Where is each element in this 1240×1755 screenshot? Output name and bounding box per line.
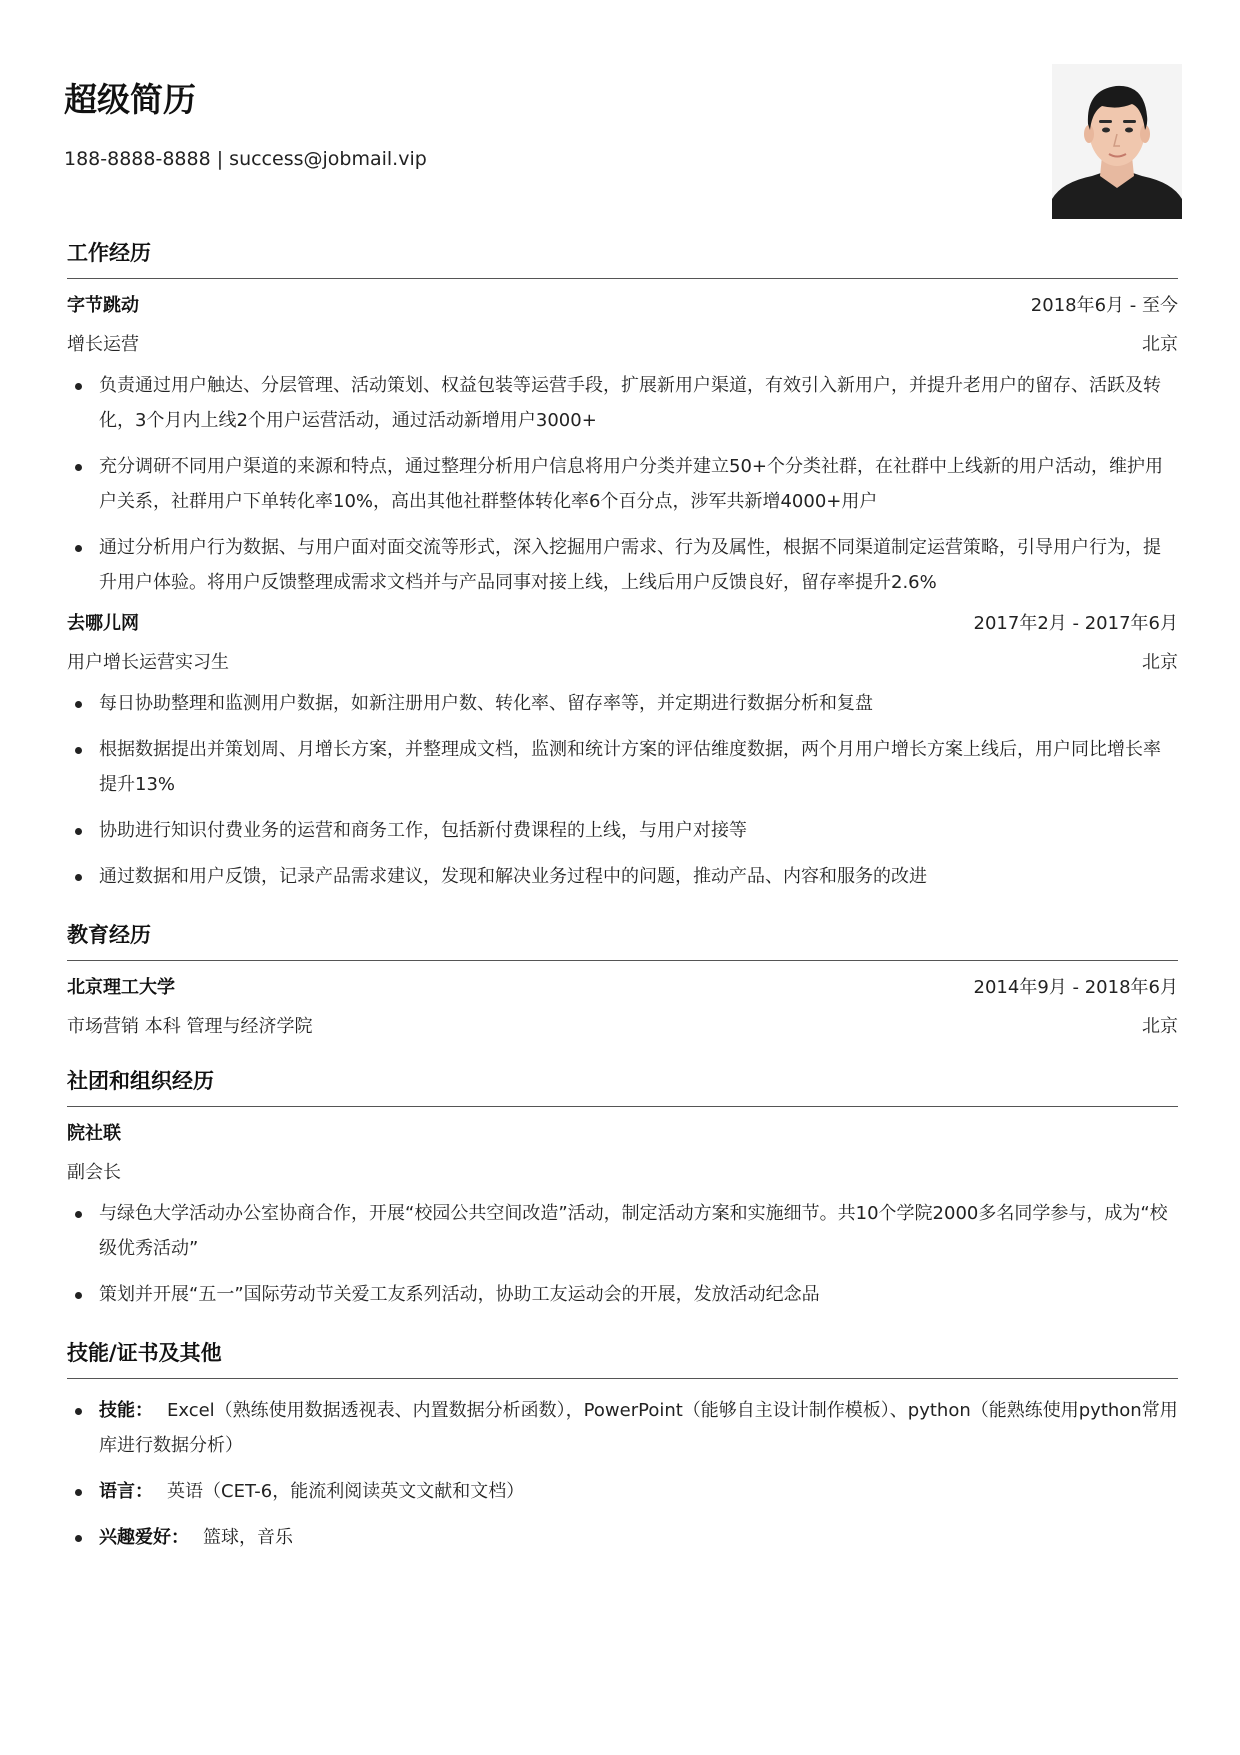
section-title-skills: 技能/证书及其他: [67, 1338, 1178, 1379]
club-role: 副会长: [67, 1162, 121, 1183]
skill-value: Excel（熟练使用数据透视表、内置数据分析函数），PowerPoint（能够自主设计制作模板）、python（能熟练使用python常用库进行数据分析）: [99, 1400, 1178, 1456]
bullet-item: 通过分析用户行为数据、与用户面对面交流等形式，深入挖掘用户需求、行为及属性，根据不同渠道制定运营策略，引导用户行为，提升用户体验。将用户反馈整理成需求文档并与产品同事对接上线，上线后用户反馈良好，留存率提升2.6%: [67, 530, 1178, 600]
resume-content: [67, 238, 1178, 1566]
work-org: 字节跳动: [67, 295, 139, 316]
work-org: 去哪儿网: [67, 613, 139, 634]
bullet-item: 根据数据提出并策划周、月增长方案，并整理成文档，监测和统计方案的评估维度数据，两个月用户增长方案上线后，用户同比增长率提升13%: [67, 732, 1178, 802]
skill-item: [67, 1520, 1178, 1555]
work-entry-2: [67, 611, 1178, 894]
hobby-label: 兴趣爱好：: [99, 1527, 189, 1548]
club-entry: [67, 1121, 1178, 1312]
work-date: 2018年6月 - 至今: [1030, 295, 1178, 316]
hobby-value: 篮球，音乐: [203, 1527, 293, 1548]
bullet-item: 充分调研不同用户渠道的来源和特点，通过整理分析用户信息将用户分类并建立50+个分类社群，在社群中上线新的用户活动，维护用户关系，社群用户下单转化率10%，高出其他社群整体转化率6个百分点，涉军共新增4000+用户: [67, 449, 1178, 519]
resume-header: [64, 78, 427, 172]
club-bullets: [67, 1196, 1178, 1312]
work-role: 用户增长运营实习生: [67, 652, 229, 673]
work-role: 增长运营: [67, 334, 139, 355]
avatar: [1052, 64, 1182, 219]
bullet-item: 策划并开展“五一”国际劳动节关爱工友系列活动，协助工友运动会的开展，发放活动纪念品: [67, 1277, 1178, 1312]
work-bullets: [67, 368, 1178, 600]
bullet-item: 通过数据和用户反馈，记录产品需求建议，发现和解决业务过程中的问题，推动产品、内容和服务的改进: [67, 859, 1178, 894]
section-title-work: 工作经历: [67, 238, 1178, 279]
skill-item: [67, 1393, 1178, 1463]
candidate-name: 超级简历: [64, 80, 196, 119]
language-label: 语言：: [99, 1481, 153, 1502]
section-title-education: 教育经历: [67, 920, 1178, 961]
contact-info: 188-8888-8888 | success@jobmail.vip: [64, 148, 427, 170]
section-title-clubs: 社团和组织经历: [67, 1066, 1178, 1107]
education-entry: [67, 975, 1178, 1040]
club-name: 院社联: [67, 1123, 121, 1144]
language-value: 英语（CET-6，能流利阅读英文文献和文档）: [167, 1481, 525, 1502]
work-bullets: [67, 686, 1178, 894]
education-date: 2014年9月 - 2018年6月: [973, 977, 1178, 998]
work-entry-1: [67, 293, 1178, 600]
bullet-item: 协助进行知识付费业务的运营和商务工作，包括新付费课程的上线，与用户对接等: [67, 813, 1178, 848]
skills-list: [67, 1393, 1178, 1555]
skill-label: 技能：: [99, 1400, 153, 1421]
profile-photo: [1052, 64, 1182, 219]
bullet-item: 每日协助整理和监测用户数据，如新注册用户数、转化率、留存率等，并定期进行数据分析和复盘: [67, 686, 1178, 721]
bullet-item: 与绿色大学活动办公室协商合作，开展“校园公共空间改造”活动，制定活动方案和实施细节。共10个学院2000多名同学参与，成为“校级优秀活动”: [67, 1196, 1178, 1266]
work-location: 北京: [1142, 334, 1178, 355]
education-location: 北京: [1142, 1016, 1178, 1037]
work-location: 北京: [1142, 652, 1178, 673]
bullet-item: 负责通过用户触达、分层管理、活动策划、权益包装等运营手段，扩展新用户渠道，有效引入新用户，并提升老用户的留存、活跃及转化，3个月内上线2个用户运营活动，通过活动新增用户3000+: [67, 368, 1178, 438]
skill-item: [67, 1474, 1178, 1509]
school-name: 北京理工大学: [67, 977, 175, 998]
work-date: 2017年2月 - 2017年6月: [973, 613, 1178, 634]
education-major: 市场营销 本科 管理与经济学院: [67, 1016, 313, 1037]
